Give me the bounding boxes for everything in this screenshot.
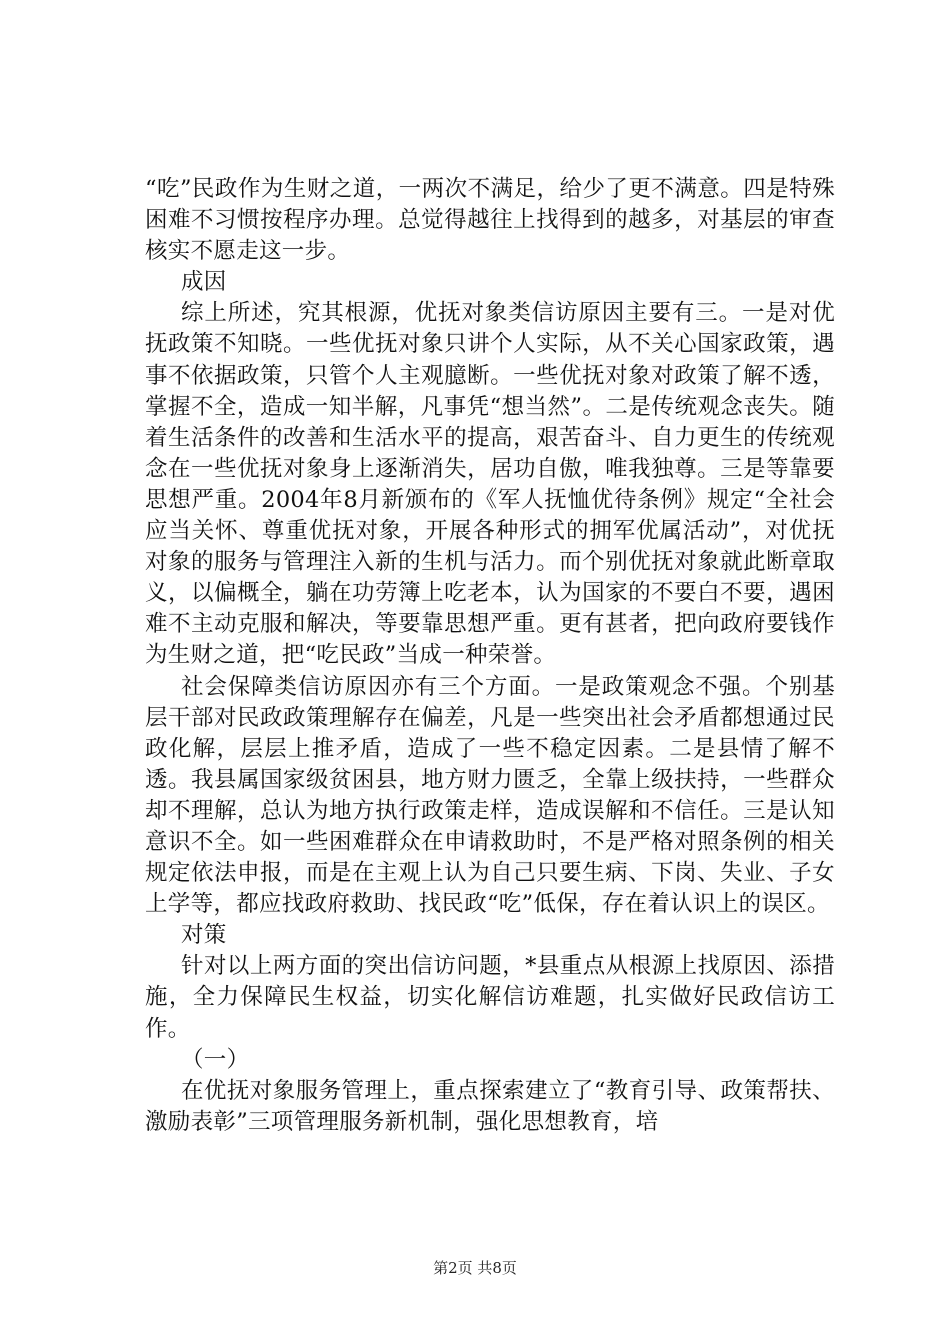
section-heading-causes: 成因 <box>181 269 227 296</box>
paragraph-causes-social-security: 社会保障类信访原因亦有三个方面。一是政策观念不强。个别基层干部对民政政策理解存在偏差，凡是一些突出社会矛盾都想通过民政化解，层层上推矛盾，造成了一些不稳定因素。二是县情了解不透。我县属国家级贫困县，地方财力匮乏，全靠上级扶持，一些群众却不理解，总认为地方执行政策走样，造成误解和不信任。三是认知意识不全。如一些困难群众在申请救助时，不是严格对照条例的相关规定依法申报，而是在主观上认为自己只要生病、下岗、失业、子女上学等，都应找政府救助、找民政“吃”低保，存在着认识上的误区。 <box>145 673 835 918</box>
section-heading-measures: 对策 <box>181 922 227 949</box>
paragraph-measures-one: 在优抚对象服务管理上，重点探索建立了“教育引导、政策帮扶、激励表彰”三项管理服务新机制，强化思想教育，培 <box>145 1077 835 1135</box>
page-footer: 第2页 共8页 <box>433 1259 517 1277</box>
document-body <box>145 174 835 1138</box>
paragraph-causes-preferential: 综上所述，究其根源，优抚对象类信访原因主要有三。一是对优抚政策不知晓。一些优抚对象只讲个人实际，从不关心国家政策，遇事不依据政策，只管个人主观臆断。一些优抚对象对政策了解不透，掌握不全，造成一知半解，凡事凭“想当然”。二是传统观念丧失。随着生活条件的改善和生活水平的提高，艰苦奋斗、自力更生的传统观念在一些优抚对象身上逐渐消失，居功自傲，唯我独尊。三是等靠要思想严重。2004年8月新颁布的《军人抚恤优待条例》规定“全社会应当关怀、尊重优抚对象，开展各种形式的拥军优属活动”，对优抚对象的服务与管理注入新的生机与活力。而个别优抚对象就此断章取义，以偏概全，躺在功劳簿上吃老本，认为国家的不要白不要，遇困难不主动克服和解决，等要靠思想严重。更有甚者，把向政府要钱作为生财之道，把“吃民政”当成一种荣誉。 <box>145 300 835 669</box>
subsection-heading-one: （一） <box>181 1046 250 1073</box>
paragraph-continuation: “吃”民政作为生财之道，一两次不满足，给少了更不满意。四是特殊困难不习惯按程序办理。总觉得越往上找得到的越多，对基层的审查核实不愿走这一步。 <box>145 176 835 265</box>
paragraph-measures-intro: 针对以上两方面的突出信访问题，*县重点从根源上找原因、添措施，全力保障民生权益，切实化解信访难题，扎实做好民政信访工作。 <box>145 953 835 1042</box>
